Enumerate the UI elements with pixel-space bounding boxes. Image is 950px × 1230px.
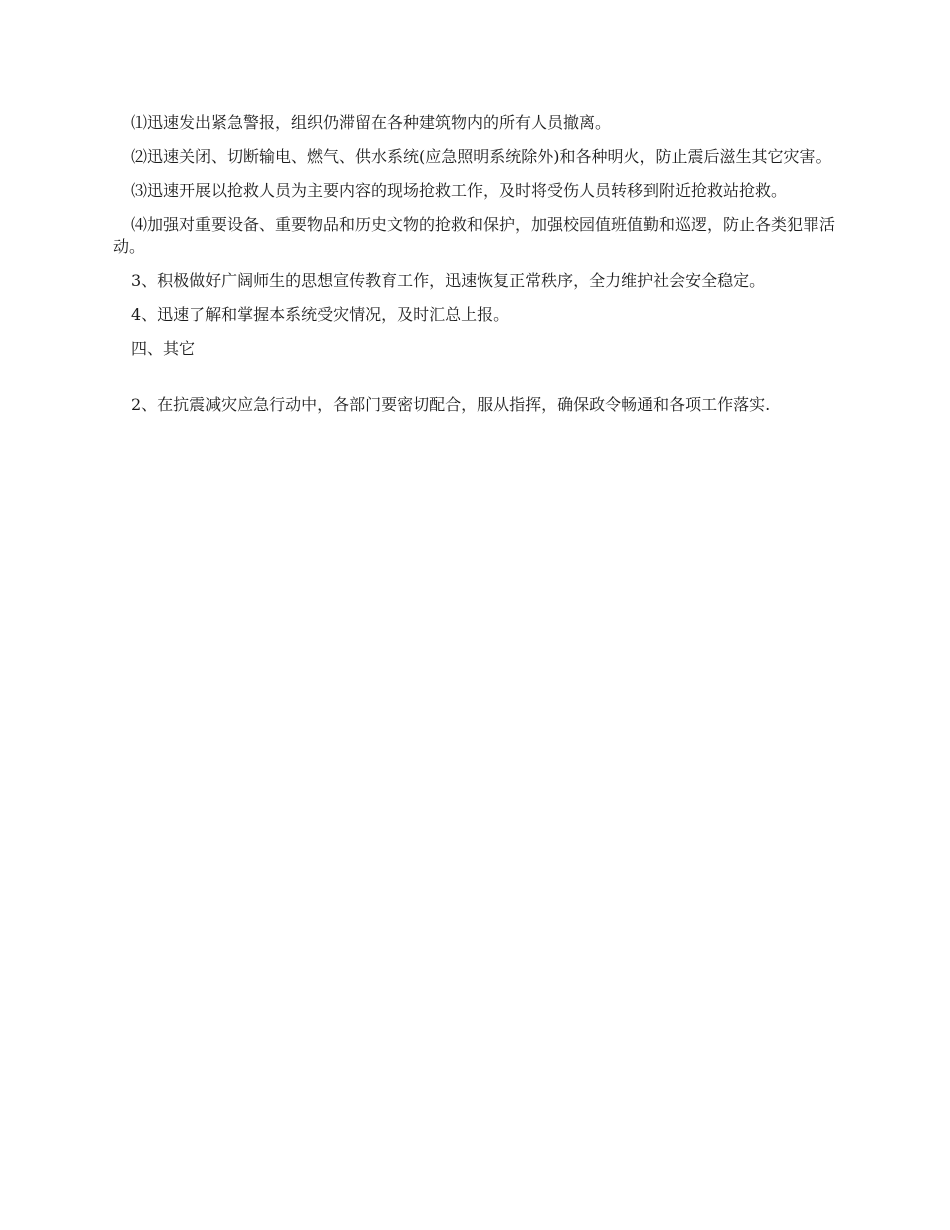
paragraph-step-4: ⑷加强对重要设备、重要物品和历史文物的抢救和保护，加强校园值班值勤和巡逻，防止各类犯罪活动。	[113, 215, 836, 256]
paragraph-other-item-2: 2、在抗震减灾应急行动中，各部门要密切配合，服从指挥，确保政令畅通和各项工作落实.	[131, 395, 771, 414]
document-body	[113, 112, 839, 428]
paragraph-item-3: 3、积极做好广阔师生的思想宣传教育工作，迅速恢复正常秩序，全力维护社会安全稳定。	[131, 271, 766, 290]
paragraph-step-3: ⑶迅速开展以抢救人员为主要内容的现场抢救工作，及时将受伤人员转移到附近抢救站抢救。	[131, 181, 788, 200]
paragraph-step-1: ⑴迅速发出紧急警报，组织仍滞留在各种建筑物内的所有人员撤离。	[131, 113, 612, 132]
paragraph-step-2: ⑵迅速关闭、切断输电、燃气、供水系统(应急照明系统除外)和各种明火，防止震后滋生其它灾害。	[131, 147, 832, 166]
section-heading-other: 四、其它	[131, 339, 196, 358]
paragraph-item-4: 4、迅速了解和掌握本系统受灾情况，及时汇总上报。	[131, 305, 510, 324]
